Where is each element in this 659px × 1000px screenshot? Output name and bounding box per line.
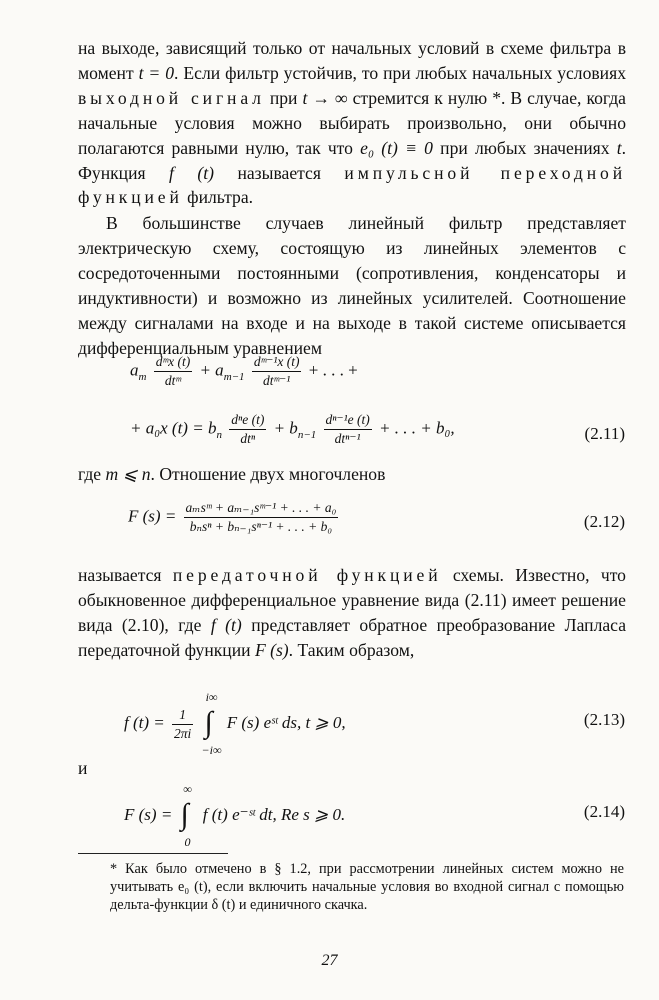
math: + . . . + (308, 360, 358, 380)
text: . Если фильтр устойчив, то при любых начальных условиях (174, 62, 626, 83)
fraction (229, 412, 266, 447)
math: + . . . + b₀, (379, 418, 455, 438)
numerator: aₘsᵐ + aₘ₋₁sᵐ⁻¹ + . . . + a₀ (184, 500, 339, 518)
page-number: 27 (321, 952, 338, 969)
text: называется (78, 565, 173, 585)
where-line (78, 462, 626, 487)
text: при любых значениях (432, 137, 617, 158)
fraction (252, 354, 302, 389)
equation-number: (2.12) (583, 512, 625, 531)
math-inline: f (t) (210, 614, 242, 635)
denominator: 2πi (174, 725, 192, 741)
integral-sign: ∫ (204, 706, 213, 739)
paragraph-1 (78, 36, 626, 210)
math-inline: t (616, 137, 622, 158)
text: . Функция (78, 137, 627, 183)
text: на выходе, зависящий только от начальных условий в схеме фильтра в момент (78, 38, 626, 83)
fraction (172, 707, 193, 742)
emphasized-term: выходной сигнал (78, 87, 265, 108)
equation-2-11-line2 (0, 412, 659, 456)
text: стремится к нулю *. В случае, когда начальные условия можно выбирать произвольно, они обычно полагаются равными нулю, так что (78, 87, 626, 158)
math-sub: m−1 (223, 370, 245, 383)
fraction (154, 354, 193, 389)
math: F (s) = (124, 804, 173, 824)
numerator: 1 (172, 707, 193, 725)
denominator: dtⁿ⁻¹ (334, 431, 361, 446)
equation-2-13 (0, 686, 659, 757)
numerator: dᵐ⁻¹x (t) (252, 354, 302, 372)
math: f (t) = (124, 712, 165, 732)
math: f (t) e⁻ˢᵗ dt, Re s ⩾ 0. (202, 804, 346, 824)
paragraph-3 (78, 563, 626, 663)
text: при (264, 87, 303, 108)
math-inline: e₀ (t) ≡ 0 (360, 137, 433, 158)
footnote-divider (78, 853, 228, 854)
numerator: dⁿe (t) (229, 412, 266, 430)
math-sub: n (216, 428, 222, 441)
text: . Отношение двух многочленов (150, 464, 386, 484)
upper-limit: ∞ (183, 782, 192, 796)
upper-limit: i∞ (205, 690, 218, 704)
text: называется (214, 162, 345, 183)
equation-2-12 (0, 500, 659, 544)
math-inline: f (t) (169, 162, 214, 183)
denominator: bₙsⁿ + bₙ₋₁sⁿ⁻¹ + . . . + b₀ (189, 519, 333, 534)
equation-number: (2.14) (583, 802, 625, 821)
lower-limit: 0 (184, 835, 191, 849)
equation-2-11-line1 (0, 354, 659, 398)
equation-number: (2.11) (584, 424, 625, 443)
math: a (130, 360, 139, 380)
denominator: dtⁿ (240, 431, 256, 446)
fraction (184, 500, 339, 535)
math-inline: t = 0 (138, 62, 175, 83)
footnote: * Как было отмечено в § 1.2, при рассмотрении линейных систем можно не учитывать e₀ (t), если включить начальные условия во входной сигнал с помощью дельта-функции δ (t) и единичного скачка. (110, 861, 624, 913)
text: представляет обратное преобразование Лапласа передаточной функции (78, 614, 627, 660)
paragraph-2: В большинстве случаев линейный фильтр представляет электрическую схему, состоящую из линейных элементов с сосредоточенными постоянными (сопротивления, конденсаторы и индуктивности) и возможно из линейных усилителей. Соотношение между сигналами на входе и на выходе в такой системе описывается дифференциальным уравнением (78, 213, 626, 358)
math-inline: m ⩽ n (105, 464, 151, 484)
denominator: dtᵐ⁻¹ (262, 373, 291, 388)
denominator: dtᵐ (164, 373, 182, 388)
equation-number: (2.13) (583, 710, 625, 729)
math-inline: F (s) (254, 639, 289, 660)
text: . Таким образом, (288, 639, 415, 660)
math-sub: m (138, 370, 147, 383)
numerator: dᵐx (t) (154, 354, 193, 372)
text: фильтра. (182, 187, 254, 208)
integral (201, 692, 223, 756)
equation-2-14 (0, 778, 659, 849)
integral (177, 784, 199, 848)
numerator: dⁿ⁻¹e (t) (324, 412, 372, 430)
math: + a₀x (t) = b (130, 418, 217, 438)
fraction (324, 412, 372, 447)
math: + b (273, 418, 298, 438)
math: F (s) eˢᵗ ds, t ⩾ 0, (226, 712, 346, 732)
integral-sign: ∫ (180, 798, 189, 831)
emphasized-term: передаточной функцией (172, 565, 442, 585)
emphasized-term: импульсной переходной функцией (78, 162, 626, 208)
text: где (78, 464, 106, 484)
lower-limit: −i∞ (201, 743, 222, 757)
conjunction: и (78, 758, 88, 778)
math-inline: t → ∞ (302, 87, 348, 108)
math-sub: n−1 (297, 428, 317, 441)
math: F (s) = (128, 506, 177, 526)
math: + a (199, 360, 224, 380)
text: схемы. Известно, что обыкновенное дифференциальное уравнение вида (2.11) имеет решение вида (2.10), где (78, 565, 626, 635)
